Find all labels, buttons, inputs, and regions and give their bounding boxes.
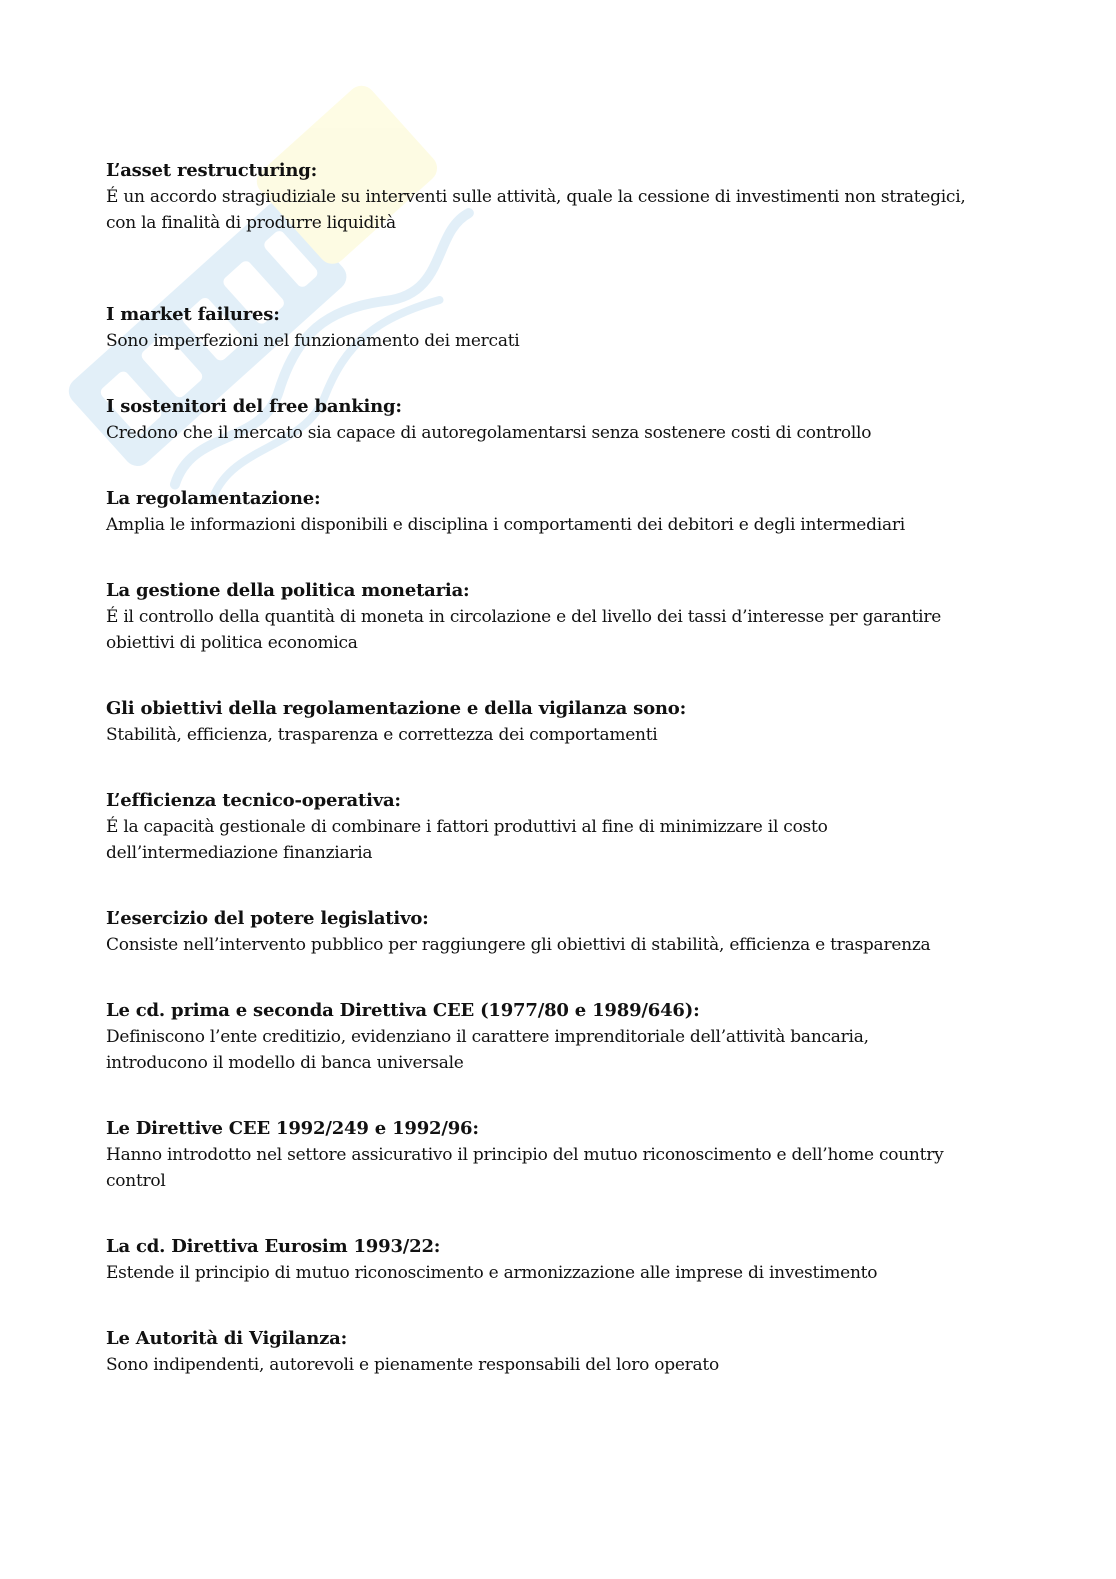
entry-definition: É la capacità gestionale di combinare i fattori produttivi al fine di minimizzare il costo dell’intermediazione finanziaria bbox=[106, 817, 828, 863]
entry-regolamentazione bbox=[106, 486, 1006, 538]
entry-definition: Estende il principio di mutuo riconoscimento e armonizzazione alle imprese di investimento bbox=[106, 1263, 878, 1283]
entry-term: L’esercizio del potere legislativo: bbox=[106, 908, 429, 929]
entry-definition: Stabilità, efficienza, trasparenza e correttezza dei comportamenti bbox=[106, 725, 658, 745]
entry-term: L’asset restructuring: bbox=[106, 160, 318, 181]
entry-direttive-cee-1977-1989 bbox=[106, 998, 1006, 1076]
entry-asset-restructuring bbox=[106, 158, 1006, 236]
entry-definition: É il controllo della quantità di moneta in circolazione e del livello dei tassi d’interesse per garantire obiettivi di politica economica bbox=[106, 607, 942, 653]
entry-autorita-vigilanza bbox=[106, 1326, 1006, 1378]
entry-direttiva-eurosim bbox=[106, 1234, 1006, 1286]
entry-market-failures bbox=[106, 302, 1006, 354]
entry-obiettivi-vigilanza bbox=[106, 696, 1006, 748]
entry-free-banking bbox=[106, 394, 1006, 446]
entry-definition: Amplia le informazioni disponibili e disciplina i comportamenti dei debitori e degli intermediari bbox=[106, 515, 905, 535]
entry-term: Le Direttive CEE 1992/249 e 1992/96: bbox=[106, 1118, 479, 1139]
entry-definition: É un accordo stragiudiziale su interventi sulle attività, quale la cessione di investimenti non strategici, con la finalità di produrre liquidità bbox=[106, 187, 966, 233]
entry-politica-monetaria bbox=[106, 578, 1006, 656]
entry-term: I sostenitori del free banking: bbox=[106, 396, 402, 417]
entry-direttive-cee-1992 bbox=[106, 1116, 1006, 1194]
entry-term: I market failures: bbox=[106, 304, 280, 325]
entry-term: Le Autorità di Vigilanza: bbox=[106, 1328, 348, 1349]
entry-term: L’efficienza tecnico-operativa: bbox=[106, 790, 401, 811]
entry-term: La gestione della politica monetaria: bbox=[106, 580, 470, 601]
entry-term: La cd. Direttiva Eurosim 1993/22: bbox=[106, 1236, 441, 1257]
entry-definition: Sono imperfezioni nel funzionamento dei mercati bbox=[106, 331, 520, 351]
entry-definition: Hanno introdotto nel settore assicurativo il principio del mutuo riconoscimento e dell’home country control bbox=[106, 1145, 944, 1191]
entry-term: Le cd. prima e seconda Direttiva CEE (1977/80 e 1989/646): bbox=[106, 1000, 700, 1021]
entry-definition: Sono indipendenti, autorevoli e pienamente responsabili del loro operato bbox=[106, 1355, 720, 1375]
entry-efficienza-tecnico-operativa bbox=[106, 788, 1006, 866]
entry-term: Gli obiettivi della regolamentazione e della vigilanza sono: bbox=[106, 698, 687, 719]
glossary-content bbox=[106, 158, 1006, 1378]
entry-definition: Definiscono l’ente creditizio, evidenziano il carattere imprenditoriale dell’attività bancaria, introducono il modello di banca universale bbox=[106, 1027, 869, 1073]
entry-definition: Credono che il mercato sia capace di autoregolamentarsi senza sostenere costi di controllo bbox=[106, 423, 872, 443]
entry-definition: Consiste nell’intervento pubblico per raggiungere gli obiettivi di stabilità, efficienza e trasparenza bbox=[106, 935, 931, 955]
entry-potere-legislativo bbox=[106, 906, 1006, 958]
entry-term: La regolamentazione: bbox=[106, 488, 321, 509]
